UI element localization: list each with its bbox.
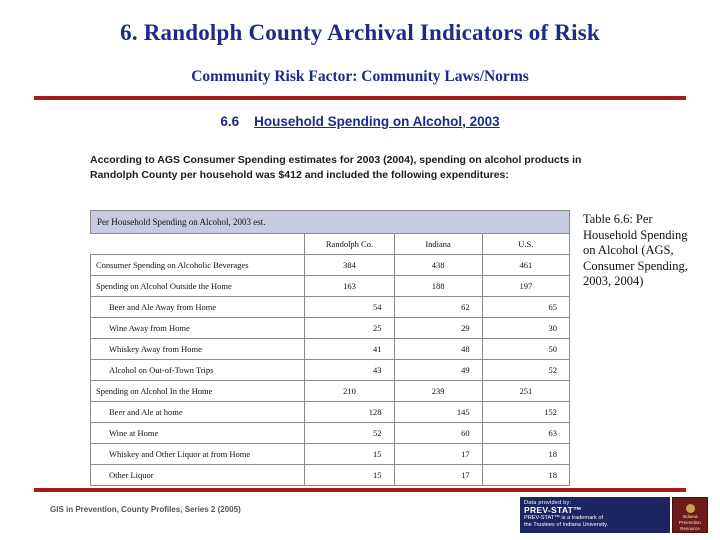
row-value-us: 30 [482,318,569,339]
table-row [91,297,570,318]
row-value-us: 197 [482,276,569,297]
row-value-indiana: 62 [394,297,482,318]
table-row [91,360,570,381]
table-row [91,339,570,360]
row-value-us: 461 [482,255,569,276]
row-value-us: 152 [482,402,569,423]
table-header-row [91,234,570,255]
seal-line3: Resource [680,526,700,531]
row-value-indiana: 29 [394,318,482,339]
row-label: Consumer Spending on Alcoholic Beverages [91,255,305,276]
row-value-us: 18 [482,465,569,486]
seal-line4: Center [683,532,697,537]
table-caption: Per Household Spending on Alcohol, 2003 est. [91,211,570,234]
organization-seal-icon [672,497,708,537]
logo-line3: the Trustees of Indiana University. [524,522,609,529]
table-side-caption: Table 6.6: Per Household Spending on Alcohol (AGS, Consumer Spending, 2003, 2004) [583,212,688,288]
row-value-us: 251 [482,381,569,402]
section-heading [0,114,720,129]
table-row [91,444,570,465]
table-row [91,423,570,444]
row-value-randolph: 384 [305,255,394,276]
row-value-randolph: 128 [305,402,394,423]
seal-line2: Prevention [679,520,701,525]
table-row [91,276,570,297]
row-value-randolph: 41 [305,339,394,360]
row-value-indiana: 49 [394,360,482,381]
logo-line1: Data provided by: [524,500,572,506]
divider-top [34,96,686,100]
row-label: Alcohol on Out-of-Town Trips [91,360,305,381]
row-value-indiana: 145 [394,402,482,423]
row-value-randolph: 43 [305,360,394,381]
logo-brand: PREV-STAT™ [524,505,582,516]
seal-line1: Indiana [682,514,698,519]
row-value-randolph: 210 [305,381,394,402]
row-value-indiana: 17 [394,465,482,486]
row-value-us: 18 [482,444,569,465]
footer-text: GIS in Prevention, County Profiles, Series 2 (2005) [50,505,241,514]
table-row [91,381,570,402]
row-value-randolph: 15 [305,465,394,486]
row-value-us: 65 [482,297,569,318]
table-row [91,255,570,276]
divider-bottom [34,488,686,492]
row-value-indiana: 17 [394,444,482,465]
row-label: Beer and Ale Away from Home [91,297,305,318]
row-value-randolph: 52 [305,423,394,444]
row-label: Wine at Home [91,423,305,444]
row-value-indiana: 188 [394,276,482,297]
seal-emblem-icon [686,504,695,513]
table-caption-row [91,211,570,234]
row-label: Wine Away from Home [91,318,305,339]
row-value-randolph: 54 [305,297,394,318]
row-label: Spending on Alcohol Outside the Home [91,276,305,297]
row-value-us: 50 [482,339,569,360]
row-label: Beer and Ale at home [91,402,305,423]
slide-subtitle: Community Risk Factor: Community Laws/Norms [191,68,529,85]
column-header-indiana: Indiana [394,234,482,255]
section-number: 6.6 [220,114,240,129]
spending-table [90,210,570,486]
column-header-randolph: Randolph Co. [305,234,394,255]
section-title: Household Spending on Alcohol, 2003 [254,114,500,129]
row-value-indiana: 239 [394,381,482,402]
column-header-blank [91,234,305,255]
row-label: Whiskey Away from Home [91,339,305,360]
column-header-us: U.S. [482,234,569,255]
data-provider-logo [520,497,670,533]
logo-line2: PREV-STAT™ is a trademark of [524,514,604,521]
row-value-us: 63 [482,423,569,444]
row-value-us: 52 [482,360,569,381]
table-row [91,402,570,423]
page-title: 6. Randolph County Archival Indicators of Risk [120,20,600,45]
row-label: Whiskey and Other Liquor at from Home [91,444,305,465]
row-value-randolph: 25 [305,318,394,339]
row-value-indiana: 60 [394,423,482,444]
row-value-randolph: 163 [305,276,394,297]
body-paragraph: According to AGS Consumer Spending estimates for 2003 (2004), spending on alcohol products in Randolph County per household was $412 and included the following expenditures: [90,154,582,181]
table-row [91,465,570,486]
spending-table-body [91,211,570,486]
row-label: Other Liquor [91,465,305,486]
row-label: Spending on Alcohol In the Home [91,381,305,402]
table-row [91,318,570,339]
row-value-indiana: 48 [394,339,482,360]
row-value-indiana: 438 [394,255,482,276]
row-value-randolph: 15 [305,444,394,465]
